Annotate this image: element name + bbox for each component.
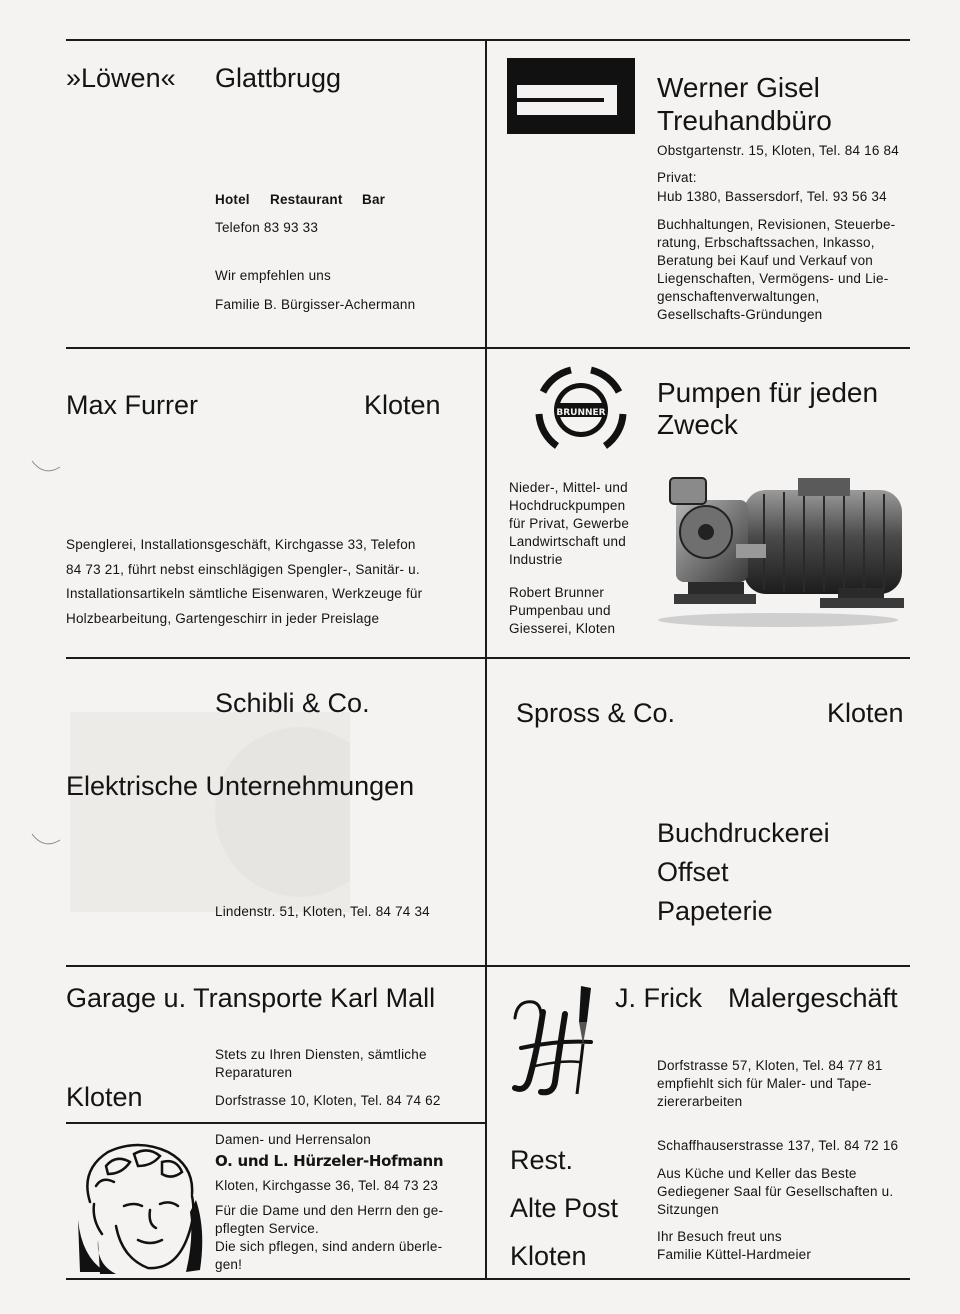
brunner-desc-line: für Privat, Gewerbe: [509, 516, 630, 531]
huerzeler-address: Kloten, Kirchgasse 36, Tel. 84 73 23: [215, 1178, 439, 1193]
frick-line: ziererarbeiten: [657, 1094, 743, 1109]
gisel-service-line: genschaftenverwaltungen,: [657, 289, 820, 304]
loewen-family: Familie B. Bürgisser-Achermann: [215, 297, 416, 312]
spross-services: [657, 814, 830, 931]
altepost-line: Gediegener Saal für Gesellschaften u.: [657, 1184, 894, 1199]
gisel-service-line: Buchhaltungen, Revisionen, Steuerbe-: [657, 217, 896, 232]
furrer-line: Installationsartikeln sämtliche Eisenwaren, Werkzeuge für: [66, 586, 423, 601]
brunner-headline: [657, 377, 878, 441]
divider-center: [485, 39, 487, 1280]
brunner-company: [509, 584, 615, 638]
loewen-name: »Löwen«: [66, 63, 176, 93]
altepost-line: Aus Küche und Keller das Beste: [657, 1166, 857, 1181]
schibli-business: Elektrische Unternehmungen: [66, 771, 415, 801]
divider-row-3: [66, 965, 910, 967]
gisel-address: Obstgartenstr. 15, Kloten, Tel. 84 16 84: [657, 143, 899, 158]
spross-service-item: Papeterie: [657, 896, 773, 926]
altepost-closing-line: Familie Küttel-Hardmeier: [657, 1247, 812, 1262]
gisel-logo-icon: [507, 58, 635, 134]
altepost-title-line: Rest.: [510, 1145, 574, 1175]
huerzeler-label: Damen- und Herrensalon: [215, 1132, 371, 1147]
loewen-recommend: Wir empfehlen uns: [215, 268, 331, 283]
woman-portrait-icon: [76, 1140, 208, 1276]
spross-service-item: Buchdruckerei: [657, 818, 830, 848]
frick-monogram-icon: [507, 982, 617, 1098]
spross-place: Kloten: [827, 698, 904, 728]
mall-service-line: Reparaturen: [215, 1065, 293, 1080]
schibli-address: Lindenstr. 51, Kloten, Tel. 84 74 34: [215, 904, 430, 919]
spross-name: Spross & Co.: [516, 698, 676, 728]
loewen-service-restaurant: Restaurant: [270, 192, 343, 207]
brunner-desc-line: Nieder-, Mittel- und: [509, 480, 628, 495]
gisel-services: [657, 216, 895, 324]
brunner-description: [509, 479, 629, 569]
gisel-private-label: Privat:: [657, 170, 697, 185]
divider-row-1: [66, 347, 910, 349]
brunner-headline-line: Zweck: [657, 409, 738, 441]
frick-line: Dorfstrasse 57, Kloten, Tel. 84 77 81: [657, 1058, 883, 1073]
scan-mark-icon: [30, 828, 62, 850]
gisel-service-line: Gesellschafts-Gründungen: [657, 307, 823, 322]
huerzeler-line: pflegten Service.: [215, 1221, 319, 1236]
huerzeler-name: O. und L. Hürzeler-Hofmann: [215, 1152, 444, 1170]
schibli-name: Schibli & Co.: [215, 688, 370, 718]
frick-business: Malergeschäft: [728, 983, 898, 1013]
brunner-logo-icon: [520, 360, 642, 460]
loewen-service-bar: Bar: [362, 192, 386, 207]
huerzeler-line: Für die Dame und den Herrn den ge-: [215, 1203, 444, 1218]
divider-bottom: [66, 1278, 910, 1280]
furrer-name: Max Furrer: [66, 390, 199, 420]
brunner-desc-line: Hochdruckpumpen: [509, 498, 626, 513]
gisel-service-line: Beratung bei Kauf und Verkauf von: [657, 253, 874, 268]
gisel-service-line: Liegenschaften, Vermögens- und Lie-: [657, 271, 889, 286]
furrer-line: 84 73 21, führt nebst einschlägigen Spengler-, Sanitär- u.: [66, 561, 420, 577]
mall-place: Kloten: [66, 1082, 143, 1112]
gisel-business: Treuhandbüro: [657, 105, 832, 136]
huerzeler-line: Die sich pflegen, sind andern überle-: [215, 1239, 443, 1254]
loewen-service-hotel: Hotel: [215, 192, 250, 207]
altepost-line: Sitzungen: [657, 1202, 719, 1217]
loewen-place: Glattbrugg: [215, 63, 342, 93]
brunner-logo-text: BRUNNER: [556, 408, 606, 418]
mall-headline: Garage u. Transporte Karl Mall: [66, 983, 436, 1013]
furrer-text: [66, 533, 422, 631]
divider-row-2: [66, 657, 910, 659]
bleed-through-icon: [70, 712, 350, 912]
frick-text: [657, 1057, 883, 1111]
mall-services: [215, 1046, 427, 1082]
brunner-desc-line: Landwirtschaft und: [509, 534, 626, 549]
mall-service-line: Stets zu Ihren Diensten, sämtliche: [215, 1047, 427, 1062]
huerzeler-line: gen!: [215, 1257, 243, 1272]
gisel-service-line: ratung, Erbschaftssachen, Inkasso,: [657, 235, 875, 250]
brunner-desc-line: Industrie: [509, 552, 563, 567]
divider-top: [66, 39, 910, 41]
divider-row-4: [66, 1122, 486, 1124]
furrer-line: Spenglerei, Installationsgeschäft, Kirchgasse 33, Telefon: [66, 537, 416, 552]
huerzeler-text: [215, 1202, 443, 1274]
furrer-line: Holzbearbeitung, Gartengeschirr in jeder Preislage: [66, 610, 380, 626]
spross-service-item: Offset: [657, 857, 729, 887]
frick-name: J. Frick: [615, 983, 702, 1013]
pump-illustration-icon: [648, 470, 910, 640]
brunner-company-line: Giesserei, Kloten: [509, 621, 616, 636]
frick-line: empfiehlt sich für Maler- und Tape-: [657, 1076, 872, 1091]
loewen-phone: Telefon 83 93 33: [215, 220, 319, 235]
gisel-name: Werner Gisel: [657, 72, 820, 103]
altepost-title-line: Kloten: [510, 1241, 587, 1271]
gisel-private-address: Hub 1380, Bassersdorf, Tel. 93 56 34: [657, 189, 887, 204]
brunner-company-line: Pumpenbau und: [509, 603, 611, 618]
brunner-headline-line: Pumpen für jeden: [657, 377, 879, 408]
brunner-company-line: Robert Brunner: [509, 585, 605, 600]
altepost-closing: [657, 1228, 811, 1264]
altepost-title: [510, 1136, 618, 1280]
scan-mark-icon: [30, 455, 62, 477]
altepost-title-line: Alte Post: [510, 1193, 619, 1223]
altepost-text: [657, 1165, 893, 1219]
mall-address: Dorfstrasse 10, Kloten, Tel. 84 74 62: [215, 1093, 441, 1108]
altepost-closing-line: Ihr Besuch freut uns: [657, 1229, 782, 1244]
furrer-place: Kloten: [364, 390, 441, 420]
altepost-address: Schaffhauserstrasse 137, Tel. 84 72 16: [657, 1138, 899, 1153]
